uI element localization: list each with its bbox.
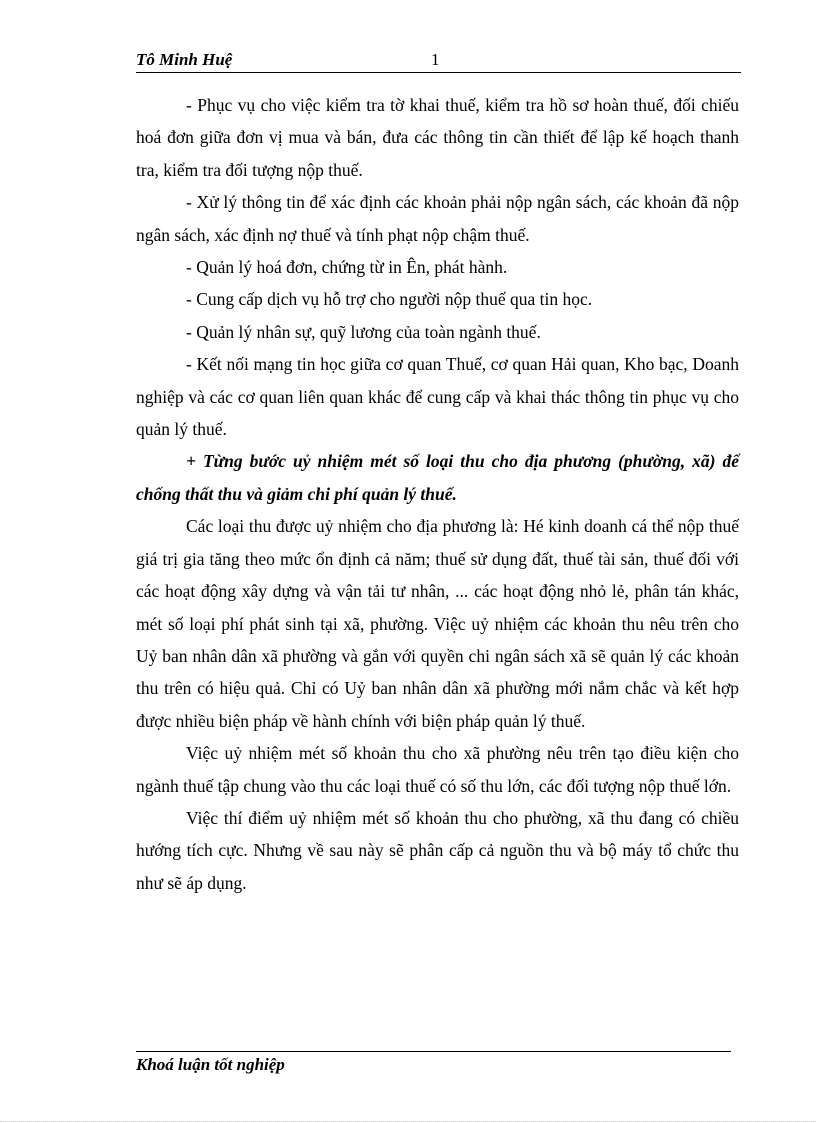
footer-divider [136, 1051, 731, 1052]
paragraph: - Phục vụ cho việc kiểm tra tờ khai thuế, kiểm tra hồ sơ hoàn thuế, đối chiếu hoá đơn giữa đơn vị mua và bán, đưa các thông tin cần thiết để lập kế hoạch thanh tra, kiểm tra đối tượng nộp thuế. [136, 95, 739, 180]
footer-title: Khoá luận tốt nghiệp [136, 1055, 285, 1074]
paragraph: Việc thí điểm uỷ nhiệm mét số khoản thu cho phường, xã thu đang có chiều hướng tích cực. Nhưng về sau này sẽ phân cấp cả nguồn thu và bộ máy tổ chức thu như sẽ áp dụng. [136, 807, 739, 893]
paragraph: - Xử lý thông tin để xác định các khoản phải nộp ngân sách, các khoản đã nộp ngân sách, xác định nợ thuế và tính phạt nộp chậm thuế. [136, 192, 739, 245]
paragraph: Các loại thu được uỷ nhiệm cho địa phương là: Hé kinh doanh cá thể nộp thuế giá trị gia tăng theo mức ổn định cả năm; thuế sử dụng đất, thuế tài sản, thuế đối với các hoạt động xây dựng và vận tải tư nhân, ... các hoạt động nhỏ lẻ, phân tán khác, mét số loại phí phát sinh tại xã, phường. Việc uỷ nhiệm các khoản thu nêu trên cho Uỷ ban nhân dân xã phường và gắn với quyền chi ngân sách xã sẽ quản lý các khoản thu trên có hiệu quả. Chỉ có Uỷ ban nhân dân xã phường mới nắm chắc và kết hợp được nhiều biện pháp về hành chính với biện pháp quản lý thuế. [136, 516, 739, 731]
page-bottom-edge [0, 1121, 816, 1122]
paragraph: - Cung cấp dịch vụ hỗ trợ cho người nộp thuế qua tin học. [186, 289, 593, 310]
paragraph: Việc uỷ nhiệm mét số khoản thu cho xã phường nêu trên tạo điều kiện cho ngành thuế tập chung vào thu các loại thuế có số thu lớn, các đối tượng nộp thuế lớn. [136, 743, 739, 796]
paragraph: - Quản lý nhân sự, quỹ lương của toàn ngành thuế. [186, 321, 541, 342]
page-number: 1 [431, 50, 440, 69]
page-header [136, 48, 741, 73]
section-heading: + Từng bước uỷ nhiệm mét số loại thu cho địa phương (phường, xã) để chống thất thu và giảm chi phí quản lý thuế. [136, 451, 739, 504]
paragraph: - Kết nối mạng tin học giữa cơ quan Thuế, cơ quan Hải quan, Kho bạc, Doanh nghiệp và các cơ quan liên quan khác để cung cấp và khai thác thông tin phục vụ cho quản lý thuế. [136, 354, 739, 440]
document-body [136, 89, 739, 899]
header-author: Tô Minh Huệ [136, 50, 233, 69]
paragraph: - Quản lý hoá đơn, chứng từ in Ên, phát hành. [186, 257, 508, 278]
